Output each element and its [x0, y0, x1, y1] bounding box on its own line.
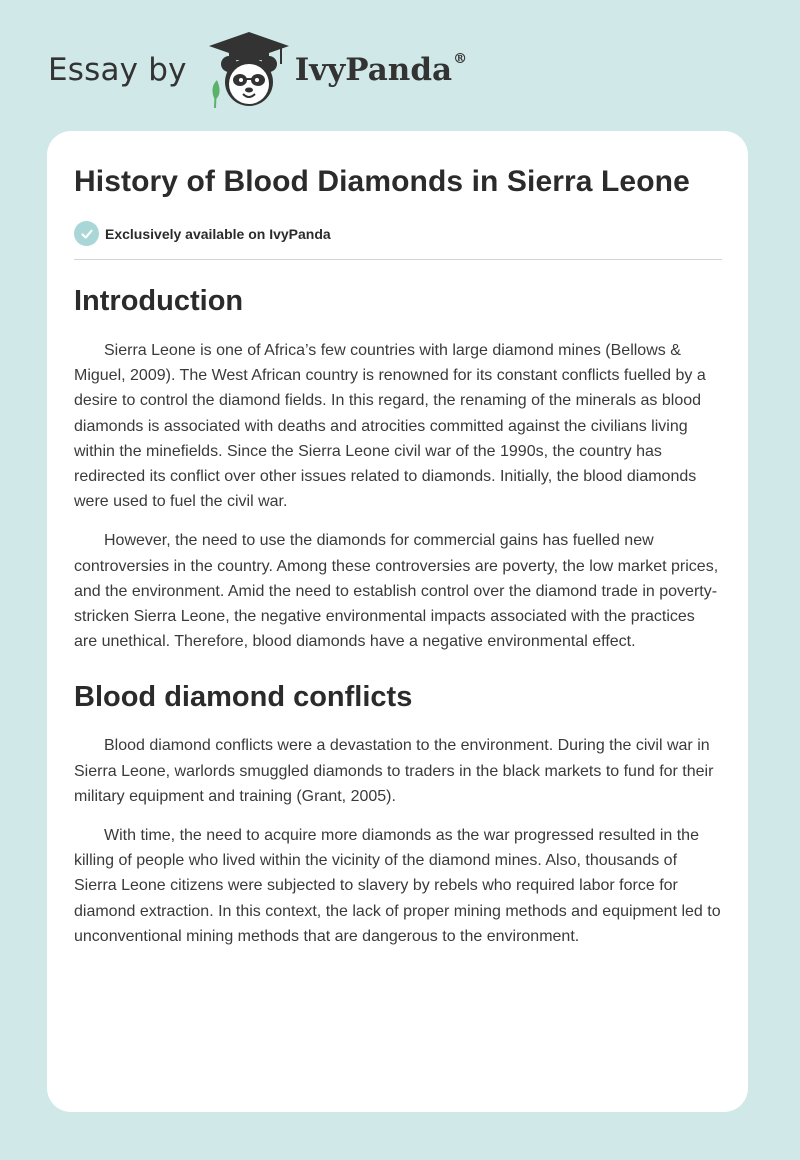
paragraph: With time, the need to acquire more diamonds as the war progressed resulted in the killing of people who lived within the vicinity of the diamond mines. Also, thousands of Sierra Leone citizens were subjected to slavery by rebels who required labor force for diamond extraction. In this context, the lack of proper mining methods and equipment led to unconventional mining methods that are dangerous to the environment. — [74, 827, 721, 945]
paragraph: Sierra Leone is one of Africa’s few countries with large diamond mines (Bellows & Miguel, 2009). The West African country is renowned for its constant conflicts fuelled by a desire to control the diamond fields. In this regard, the renaming of the minerals as blood diamonds is associated with deaths and atrocities committed against the civilians living within the minefields. Since the Sierra Leone civil war of the 1990s, the country has redirected its conflict over other issues related to diamonds. Initially, the blood diamonds were used to fuel the civil war. — [74, 342, 706, 511]
essay-content — [74, 161, 722, 949]
essay-card — [47, 131, 748, 1112]
brand-prefix: Essay by — [48, 52, 187, 88]
paragraph: However, the need to use the diamonds for commercial gains has fuelled new controversies in the country. Among these controversies are poverty, the low market prices, and the environment. Amid the need to establish control over the diamond trade in poverty-stricken Sierra Leone, the negative environmental impacts associated with the practices are unethical. Therefore, blood diamonds have a negative environmental effect. — [74, 532, 719, 651]
brand-header — [48, 30, 467, 110]
exclusive-label: Exclusively available on IvyPanda — [105, 225, 331, 242]
registered-mark: ® — [453, 50, 468, 67]
brand-name — [295, 52, 467, 88]
check-icon — [74, 221, 99, 246]
divider — [74, 259, 722, 260]
panda-logo-icon — [207, 30, 291, 110]
brand-name-text: IvyPanda — [294, 52, 453, 88]
paragraph: Blood diamond conflicts were a devastation to the environment. During the civil war in Sierra Leone, warlords smuggled diamonds to traders in the black markets to fund for their military equipment and training (Grant, 2005). — [74, 737, 714, 805]
section-heading-introduction: Introduction — [74, 285, 244, 317]
exclusive-badge — [74, 221, 722, 246]
essay-title: History of Blood Diamonds in Sierra Leone — [74, 165, 690, 198]
section-heading-blood-diamond-conflicts: Blood diamond conflicts — [74, 681, 413, 714]
